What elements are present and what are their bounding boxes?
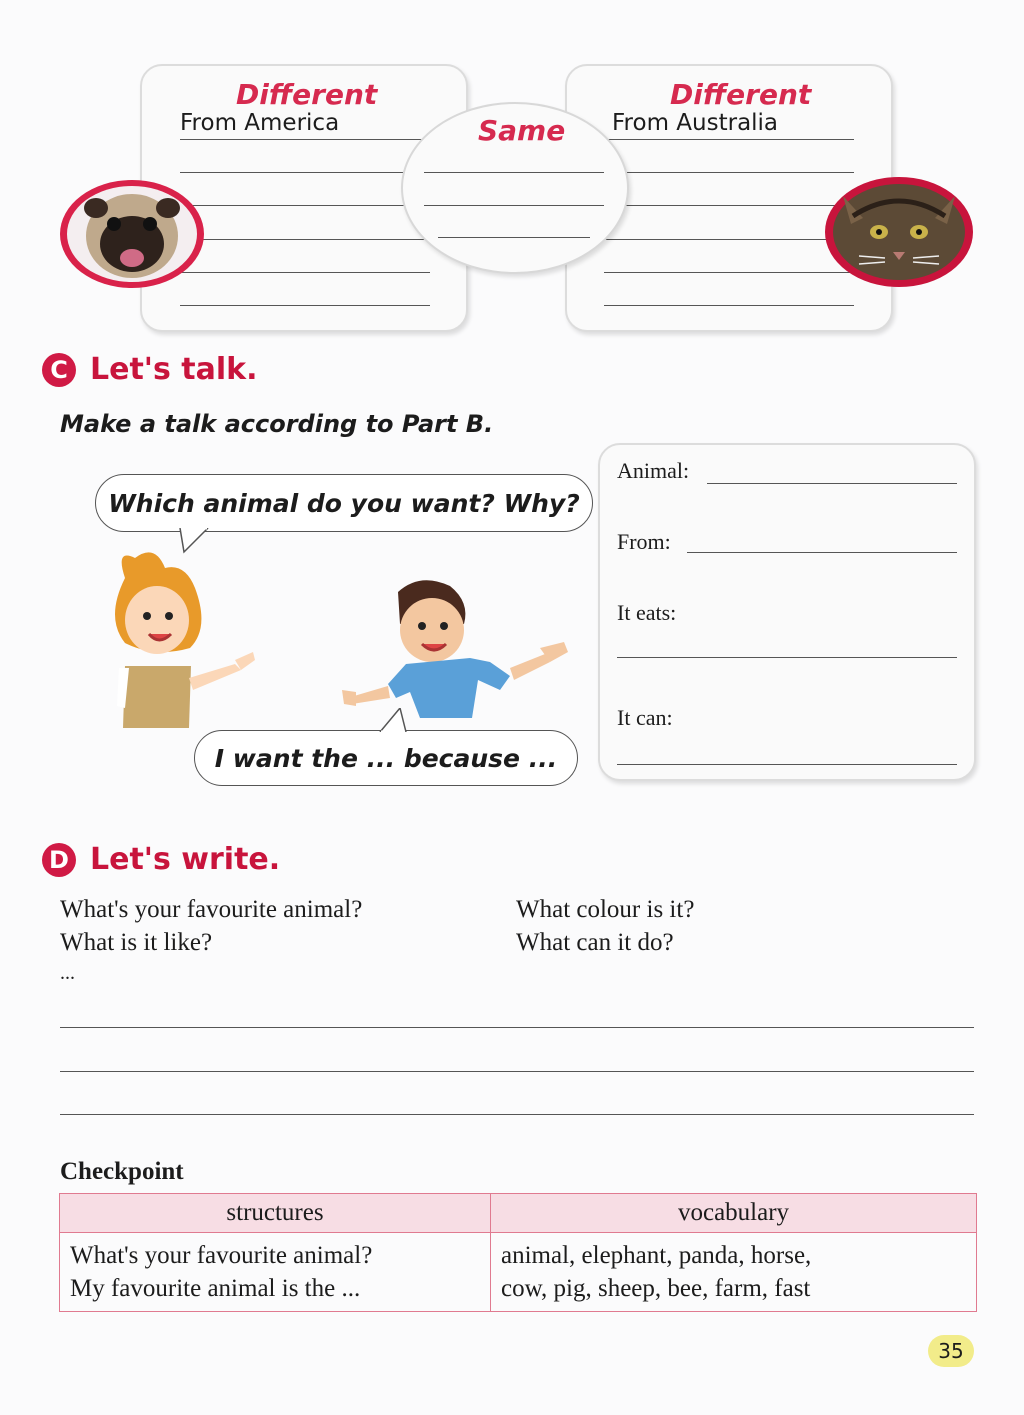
vocabulary-line: animal, elephant, panda, horse, <box>501 1242 812 1269</box>
speech-bubble-answer: I want the ... because ... <box>194 730 578 786</box>
venn-right-line[interactable] <box>604 239 834 240</box>
structure-line: What's your favourite animal? <box>70 1242 373 1269</box>
checkpoint-title: Checkpoint <box>60 1158 184 1185</box>
section-c-letter: C <box>42 353 76 387</box>
writing-line[interactable] <box>60 1071 974 1072</box>
section-c-instruction: Make a talk according to Part B. <box>60 410 494 438</box>
venn-right-line[interactable] <box>604 205 854 206</box>
pug-photo <box>58 178 206 290</box>
question-like: What is it like? <box>60 929 213 956</box>
section-d-title: Let's write. <box>90 842 281 877</box>
venn-left-subtitle: From America <box>180 110 340 136</box>
can-field[interactable] <box>617 764 957 765</box>
venn-right-title: Different <box>670 78 812 111</box>
structure-line: My favourite animal is the ... <box>70 1275 361 1302</box>
checkpoint-vocabulary-cell <box>491 1233 977 1312</box>
venn-middle-title: Same <box>478 114 566 147</box>
question-colour: What colour is it? <box>516 896 695 923</box>
venn-left-title: Different <box>236 78 378 111</box>
section-d-heading <box>42 842 280 877</box>
from-field[interactable] <box>687 552 957 553</box>
animal-field[interactable] <box>707 483 957 484</box>
eats-field[interactable] <box>617 657 957 658</box>
section-c-title: Let's talk. <box>90 352 258 387</box>
girl-illustration <box>95 548 265 730</box>
venn-right-line[interactable] <box>604 139 854 140</box>
section-d-letter: D <box>42 843 76 877</box>
eats-label: It eats: <box>617 600 677 625</box>
speech-bubble-question: Which animal do you want? Why? <box>95 474 593 532</box>
vocabulary-line: cow, pig, sheep, bee, farm, fast <box>501 1275 811 1302</box>
venn-left-line[interactable] <box>180 205 430 206</box>
section-c-heading <box>42 352 258 387</box>
question-can-do: What can it do? <box>516 929 674 956</box>
cat-photo <box>823 176 975 288</box>
can-label: It can: <box>617 705 673 730</box>
checkpoint-structures-cell <box>60 1233 491 1312</box>
venn-left-line[interactable] <box>180 172 430 173</box>
boy-illustration <box>340 572 576 722</box>
venn-left-line[interactable] <box>180 139 430 140</box>
venn-right-line[interactable] <box>604 272 854 273</box>
venn-middle-line[interactable] <box>424 205 604 206</box>
speech-bubble-tail <box>378 708 412 732</box>
checkpoint-table <box>59 1193 977 1312</box>
venn-right-line[interactable] <box>604 172 854 173</box>
checkpoint-header-vocabulary: vocabulary <box>491 1194 977 1233</box>
venn-middle-line[interactable] <box>438 237 590 238</box>
question-favourite-animal: What's your favourite animal? <box>60 896 363 923</box>
page-number: 35 <box>938 1339 964 1363</box>
venn-right-subtitle: From Australia <box>612 110 779 136</box>
venn-left-line[interactable] <box>180 305 430 306</box>
venn-left-line[interactable] <box>200 239 430 240</box>
from-label: From: <box>617 529 671 554</box>
ellipsis: ... <box>60 962 75 984</box>
venn-middle-line[interactable] <box>424 172 604 173</box>
venn-right-line[interactable] <box>604 305 854 306</box>
checkpoint-header-structures: structures <box>60 1194 491 1233</box>
writing-line[interactable] <box>60 1027 974 1028</box>
venn-left-line[interactable] <box>180 272 430 273</box>
writing-line[interactable] <box>60 1114 974 1115</box>
page-number-badge <box>928 1335 974 1367</box>
animal-label: Animal: <box>617 458 690 483</box>
